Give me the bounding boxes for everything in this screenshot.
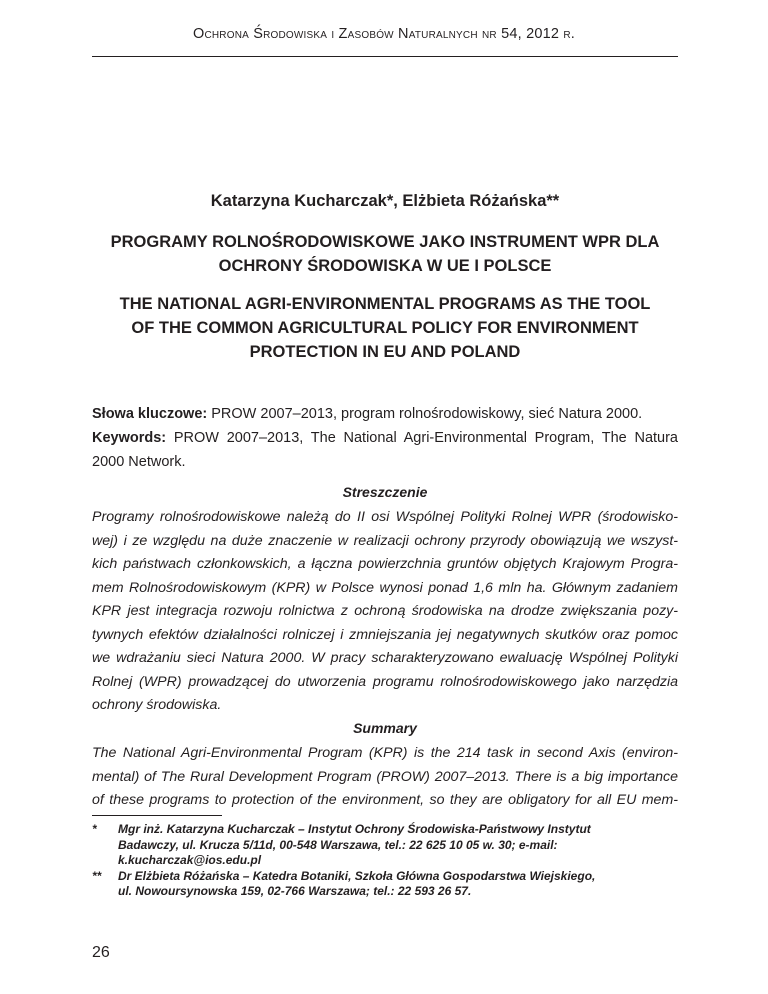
summary-line: of these programs to protection of the environment, so they are obligatory for all EU mem- [92,792,678,808]
abstract-line: Programy rolnośrodowiskowe należą do II osi Wspólnej Polityki Rolnej WPR (środowisko- [92,509,678,525]
running-head [0,26,768,42]
page-number: 26 [92,944,110,961]
abstract-line: mem Rolnośrodowiskowym (KPR) w Polsce wynosi ponad 1,6 mln ha. Głównym zadaniem [92,579,678,596]
footnote-mark: ** [92,868,102,883]
footnotes [92,822,678,900]
summary-body [92,742,678,813]
footnote-author-1 [92,822,678,869]
title-english [92,292,678,364]
title-line: THE NATIONAL AGRI-ENVIRONMENTAL PROGRAMS AS THE TOOL [119,295,651,313]
abstract-line: Rolnej (WPR) prowadzącej do utworzenia programu rolnośrodowiskowego jako narzędzia [92,673,678,690]
streszczenie-heading: Streszczenie [342,484,428,500]
abstract-line: tywnych efektów działalności rolniczej i zmniejszania jej negatywnych skutków oraz pomoc [92,626,678,643]
issue-suffix: r. [563,26,576,42]
title-polish [92,230,678,278]
title-line: OF THE COMMON AGRICULTURAL POLICY FOR ENVIRONMENT [131,319,639,337]
keywords-text: PROW 2007–2013, program rolnośrodowiskowy, sieć Natura 2000. [211,406,643,422]
keywords-label: Słowa kluczowe: [92,406,208,422]
footnote-line: ul. Nowoursynowska 159, 02-766 Warszawa; tel.: 22 593 26 57. [118,884,472,898]
journal-name: Ochrona Środowiska i Zasobów Naturalnych [192,26,478,42]
streszczenie-body [92,506,678,718]
header-rule [92,56,678,57]
footnote-rule [92,815,222,816]
issue-prefix: nr [482,26,497,42]
keywords-polish [92,402,678,426]
footnote-mark: * [92,822,97,836]
footnote-line: Mgr inż. Katarzyna Kucharczak – Instytut Ochrony Środowiska-Państwowy Instytut [118,822,591,836]
keywords-english [92,426,678,474]
footnote-line: Badawczy, ul. Krucza 5/11d, 00-548 Warszawa, tel.: 22 625 10 05 w. 30; e-mail: [118,837,558,852]
keywords-text: PROW 2007–2013, The National Agri-Environmental Program, The Natura 2000 Network. [92,430,678,470]
abstract-line: we wdrażaniu sieci Natura 2000. W pracy scharakteryzowano ewaluację Wspólnej Polityki [92,650,678,666]
abstract-line: ochrony środowiska. [92,697,222,713]
abstract-line: wej) i ze względu na duże znaczenie w realizacji ochrony przyrody obowiązują we wszyst- [92,532,678,549]
footnote-email: k.kucharczak@ios.edu.pl [118,853,262,867]
summary-heading: Summary [353,720,417,736]
title-line: OCHRONY ŚRODOWISKA W UE I POLSCE [218,257,552,275]
issue-number: 54, 2012 [501,26,560,42]
keywords-label: Keywords: [92,430,167,446]
footnote-line: Dr Elżbieta Różańska – Katedra Botaniki, Szkoła Główna Gospodarstwa Wiejskiego, [118,868,596,883]
summary-line: The National Agri-Environmental Program (KPR) is the 214 task in second Axis (environ- [92,745,678,761]
footnote-author-2 [92,869,678,900]
summary-line: mental) of The Rural Development Program (PROW) 2007–2013. There is a big importance [92,768,678,785]
title-line: PROTECTION IN EU AND POLAND [249,343,521,361]
abstract-line: kich państwach członkowskich, a łączna powierzchnia gruntów objętych Krajowym Progra- [92,556,678,572]
title-line: PROGRAMY ROLNOŚRODOWISKOWE JAKO INSTRUMENT WPR DLA [110,233,660,251]
abstract-line: KPR jest integracja rozwoju rolnictwa z ochroną środowiska na drodze zwiększania pozy- [92,603,678,619]
article-authors: Katarzyna Kucharczak*, Elżbieta Różańska** [210,192,560,210]
